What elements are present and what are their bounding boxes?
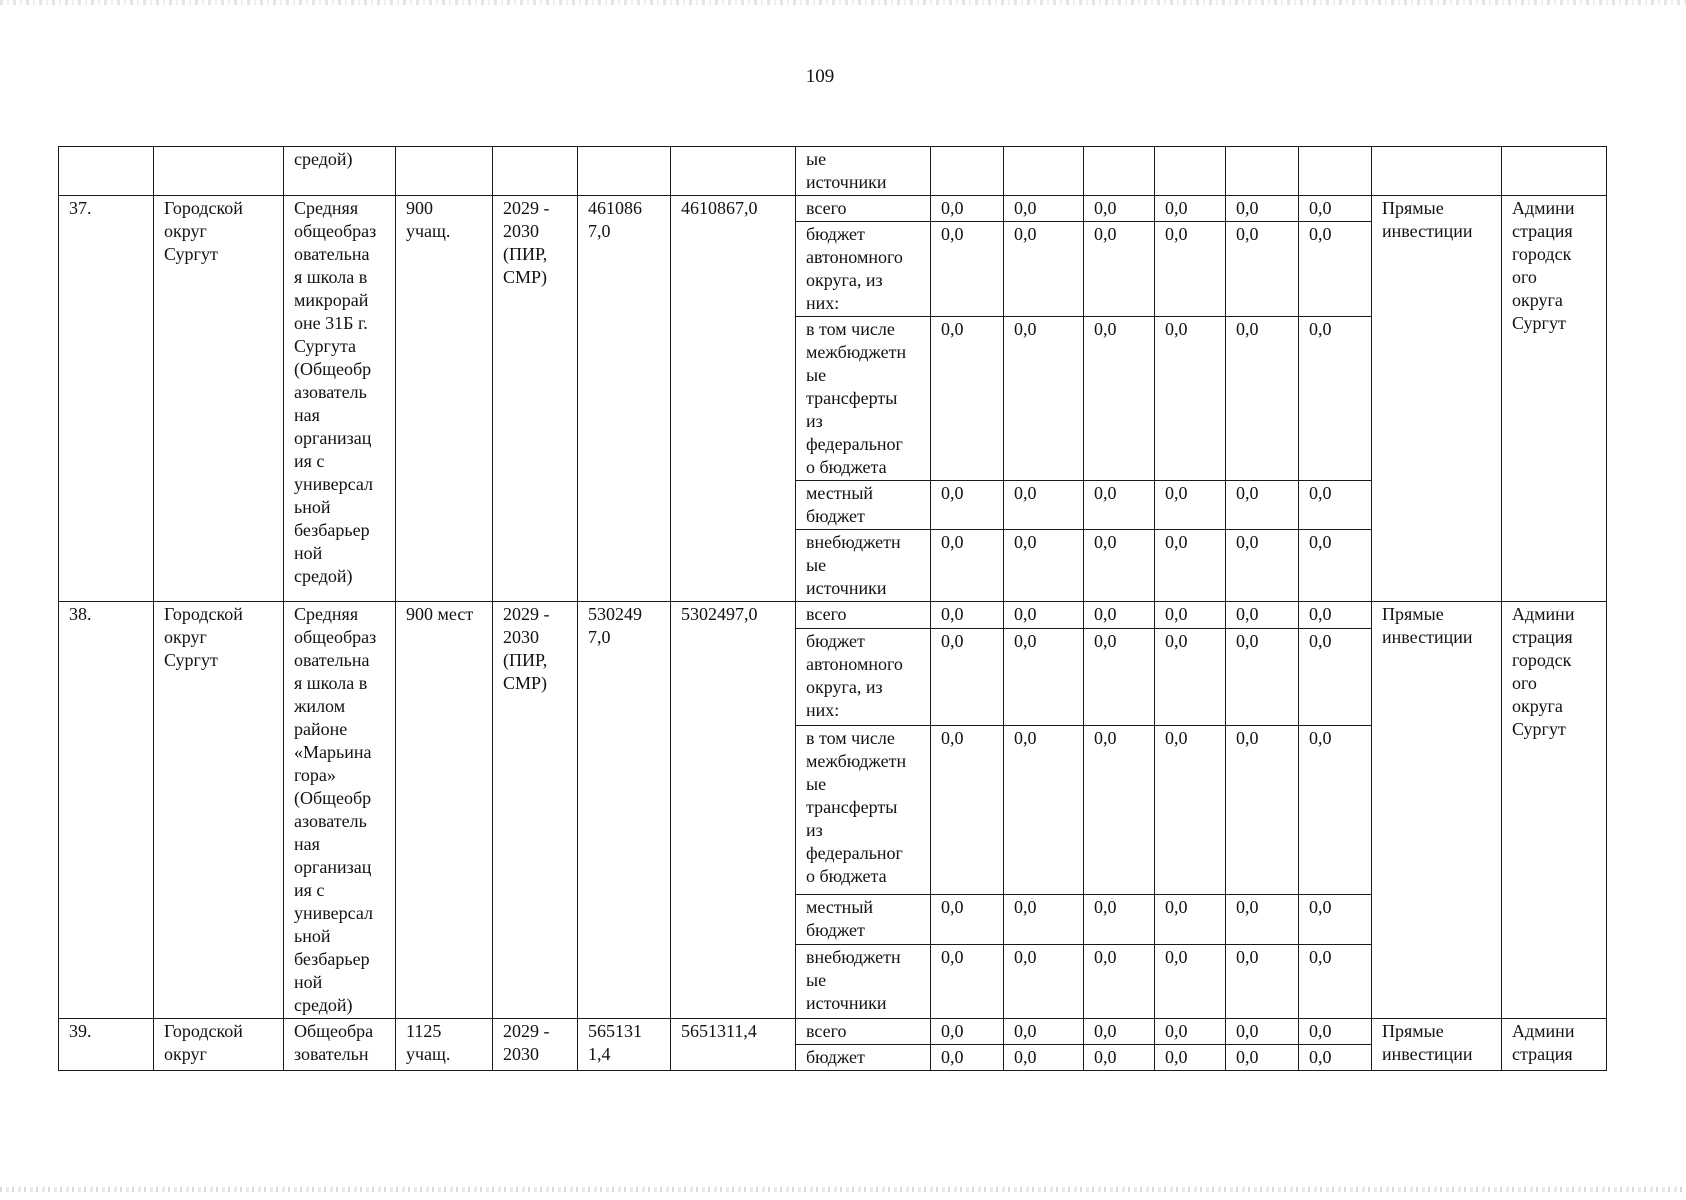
cell-value: 0,0 <box>931 726 1004 894</box>
cell-funding-source: внебюджетн ые источники <box>796 945 931 1019</box>
cell-value: 0,0 <box>931 530 1004 602</box>
cell-value: 0,0 <box>1084 317 1155 481</box>
cell-value: 0,0 <box>1299 222 1372 317</box>
cell-value: 0,0 <box>1155 317 1226 481</box>
cell-estimated-cost: 565131 1,4 <box>578 1019 671 1071</box>
cell-period: 2029 - 2030 <box>493 1019 578 1071</box>
cell-value: 0,0 <box>1155 530 1226 602</box>
cell-capacity: 1125 учащ. <box>396 1019 493 1071</box>
cell-municipality <box>154 147 284 196</box>
cell-value: 0,0 <box>1226 945 1299 1019</box>
cell-value: 0,0 <box>931 945 1004 1019</box>
cell-value <box>1226 147 1299 196</box>
cell-funding-source: всего <box>796 602 931 629</box>
cell-funding-source: в том числе межбюджетн ые трансферты из федеральног о бюджета <box>796 317 931 481</box>
cell-value: 0,0 <box>1299 726 1372 894</box>
cell-estimated-cost <box>578 147 671 196</box>
cell-value: 0,0 <box>1299 945 1372 1019</box>
cell-value: 0,0 <box>1084 530 1155 602</box>
cell-funding-source: бюджет автономного округа, из них: <box>796 222 931 317</box>
cell-num: 39. <box>59 1019 154 1071</box>
cell-value: 0,0 <box>1226 1045 1299 1071</box>
cell-value: 0,0 <box>1226 628 1299 726</box>
cell-estimated-cost: 530249 7,0 <box>578 602 671 1019</box>
cell-value: 0,0 <box>1084 602 1155 629</box>
cell-value: 0,0 <box>931 1045 1004 1071</box>
cell-value: 0,0 <box>931 894 1004 944</box>
cell-value: 0,0 <box>1299 1019 1372 1045</box>
cell-value: 0,0 <box>1226 602 1299 629</box>
cell-value <box>1155 147 1226 196</box>
cell-value: 0,0 <box>931 222 1004 317</box>
cell-period: 2029 - 2030 (ПИР, СМР) <box>493 602 578 1019</box>
cell-period <box>493 147 578 196</box>
cell-value: 0,0 <box>1004 1045 1084 1071</box>
cell-period: 2029 - 2030 (ПИР, СМР) <box>493 196 578 602</box>
cell-value <box>1084 147 1155 196</box>
cell-value: 0,0 <box>1226 726 1299 894</box>
cell-value: 0,0 <box>1004 530 1084 602</box>
cell-value <box>931 147 1004 196</box>
cell-value: 0,0 <box>931 602 1004 629</box>
cell-value: 0,0 <box>1155 196 1226 222</box>
scan-edge-bottom <box>0 1187 1686 1192</box>
cell-remaining-cost: 4610867,0 <box>671 196 796 602</box>
cell-value: 0,0 <box>1155 894 1226 944</box>
cell-value: 0,0 <box>931 481 1004 530</box>
cell-value: 0,0 <box>1155 222 1226 317</box>
cell-funding-source: в том числе межбюджетн ые трансферты из федеральног о бюджета <box>796 726 931 894</box>
cell-capacity <box>396 147 493 196</box>
cell-value: 0,0 <box>1299 1045 1372 1071</box>
cell-investment-type: Прямые инвестиции <box>1372 602 1502 1019</box>
cell-value: 0,0 <box>1155 628 1226 726</box>
scan-edge-top <box>0 0 1686 5</box>
cell-funding-source: местный бюджет <box>796 894 931 944</box>
cell-value: 0,0 <box>1004 945 1084 1019</box>
project-row <box>59 602 1607 629</box>
cell-funding-source: ые источники <box>796 147 931 196</box>
cell-value: 0,0 <box>1084 1045 1155 1071</box>
cell-value: 0,0 <box>1004 222 1084 317</box>
cell-remaining-cost: 5302497,0 <box>671 602 796 1019</box>
cell-funding-source: бюджет автономного округа, из них: <box>796 628 931 726</box>
project-row <box>59 196 1607 222</box>
cell-value: 0,0 <box>1155 1019 1226 1045</box>
cell-value: 0,0 <box>1004 1019 1084 1045</box>
cell-value: 0,0 <box>1004 894 1084 944</box>
cell-value: 0,0 <box>1084 945 1155 1019</box>
cell-value: 0,0 <box>1226 894 1299 944</box>
cell-value: 0,0 <box>1299 628 1372 726</box>
cell-value: 0,0 <box>1084 481 1155 530</box>
cell-customer <box>1502 147 1607 196</box>
cell-value: 0,0 <box>1299 481 1372 530</box>
cell-value: 0,0 <box>1226 1019 1299 1045</box>
cell-value: 0,0 <box>1084 894 1155 944</box>
cell-value: 0,0 <box>1155 945 1226 1019</box>
cell-value: 0,0 <box>1004 481 1084 530</box>
cell-funding-source: внебюджетн ые источники <box>796 530 931 602</box>
cell-value: 0,0 <box>1299 196 1372 222</box>
cell-funding-source: бюджет <box>796 1045 931 1071</box>
cell-municipality: Городской округ Сургут <box>154 602 284 1019</box>
cell-value: 0,0 <box>1004 602 1084 629</box>
cell-customer: Админи страция городск ого округа Сургут <box>1502 602 1607 1019</box>
cell-funding-source: местный бюджет <box>796 481 931 530</box>
cell-value: 0,0 <box>1084 196 1155 222</box>
cell-value: 0,0 <box>1084 222 1155 317</box>
cell-value: 0,0 <box>1004 317 1084 481</box>
cell-funding-source: всего <box>796 196 931 222</box>
cell-value: 0,0 <box>1004 628 1084 726</box>
cell-object-name: средой) <box>284 147 396 196</box>
cell-municipality: Городской округ Сургут <box>154 196 284 602</box>
cell-object-name: Средняя общеобраз овательна я школа в жилом районе «Марьина гора» (Общеобр азователь ная организац ия с универсал ьной безбарьер ной средой) <box>284 602 396 1019</box>
cell-value: 0,0 <box>1155 481 1226 530</box>
cell-value: 0,0 <box>931 196 1004 222</box>
investment-table <box>58 146 1607 1071</box>
cell-estimated-cost: 461086 7,0 <box>578 196 671 602</box>
cell-customer: Админи страция <box>1502 1019 1607 1071</box>
cell-value: 0,0 <box>931 317 1004 481</box>
cell-value: 0,0 <box>1299 530 1372 602</box>
cell-value: 0,0 <box>1226 530 1299 602</box>
cell-value: 0,0 <box>1299 602 1372 629</box>
cell-value: 0,0 <box>1299 894 1372 944</box>
cell-object-name: Общеобра зовательн <box>284 1019 396 1071</box>
cell-value: 0,0 <box>1155 1045 1226 1071</box>
cell-num <box>59 147 154 196</box>
cell-remaining-cost: 5651311,4 <box>671 1019 796 1071</box>
cell-value <box>1299 147 1372 196</box>
cell-num: 37. <box>59 196 154 602</box>
cell-value: 0,0 <box>1226 222 1299 317</box>
cell-investment-type <box>1372 147 1502 196</box>
cell-value: 0,0 <box>1226 481 1299 530</box>
cell-municipality: Городской округ <box>154 1019 284 1071</box>
cell-value: 0,0 <box>1226 196 1299 222</box>
page-number: 109 <box>805 66 835 87</box>
cell-capacity: 900 учащ. <box>396 196 493 602</box>
cell-investment-type: Прямые инвестиции <box>1372 1019 1502 1071</box>
cell-value: 0,0 <box>1084 726 1155 894</box>
cell-value: 0,0 <box>1299 317 1372 481</box>
cell-num: 38. <box>59 602 154 1019</box>
cell-customer: Админи страция городск ого округа Сургут <box>1502 196 1607 602</box>
cell-value: 0,0 <box>1004 196 1084 222</box>
continuation-row <box>59 147 1607 196</box>
cell-value: 0,0 <box>931 1019 1004 1045</box>
cell-value: 0,0 <box>1084 1019 1155 1045</box>
project-row <box>59 1019 1607 1045</box>
cell-value: 0,0 <box>1155 726 1226 894</box>
cell-value: 0,0 <box>1084 628 1155 726</box>
cell-capacity: 900 мест <box>396 602 493 1019</box>
cell-object-name: Средняя общеобраз овательна я школа в микрорай оне 31Б г. Сургута (Общеобр азователь ная организац ия с универсал ьной безбарьер ной средой) <box>284 196 396 602</box>
cell-value: 0,0 <box>931 628 1004 726</box>
cell-value: 0,0 <box>1004 726 1084 894</box>
cell-investment-type: Прямые инвестиции <box>1372 196 1502 602</box>
cell-remaining-cost <box>671 147 796 196</box>
cell-value: 0,0 <box>1226 317 1299 481</box>
cell-value: 0,0 <box>1155 602 1226 629</box>
cell-value <box>1004 147 1084 196</box>
cell-funding-source: всего <box>796 1019 931 1045</box>
